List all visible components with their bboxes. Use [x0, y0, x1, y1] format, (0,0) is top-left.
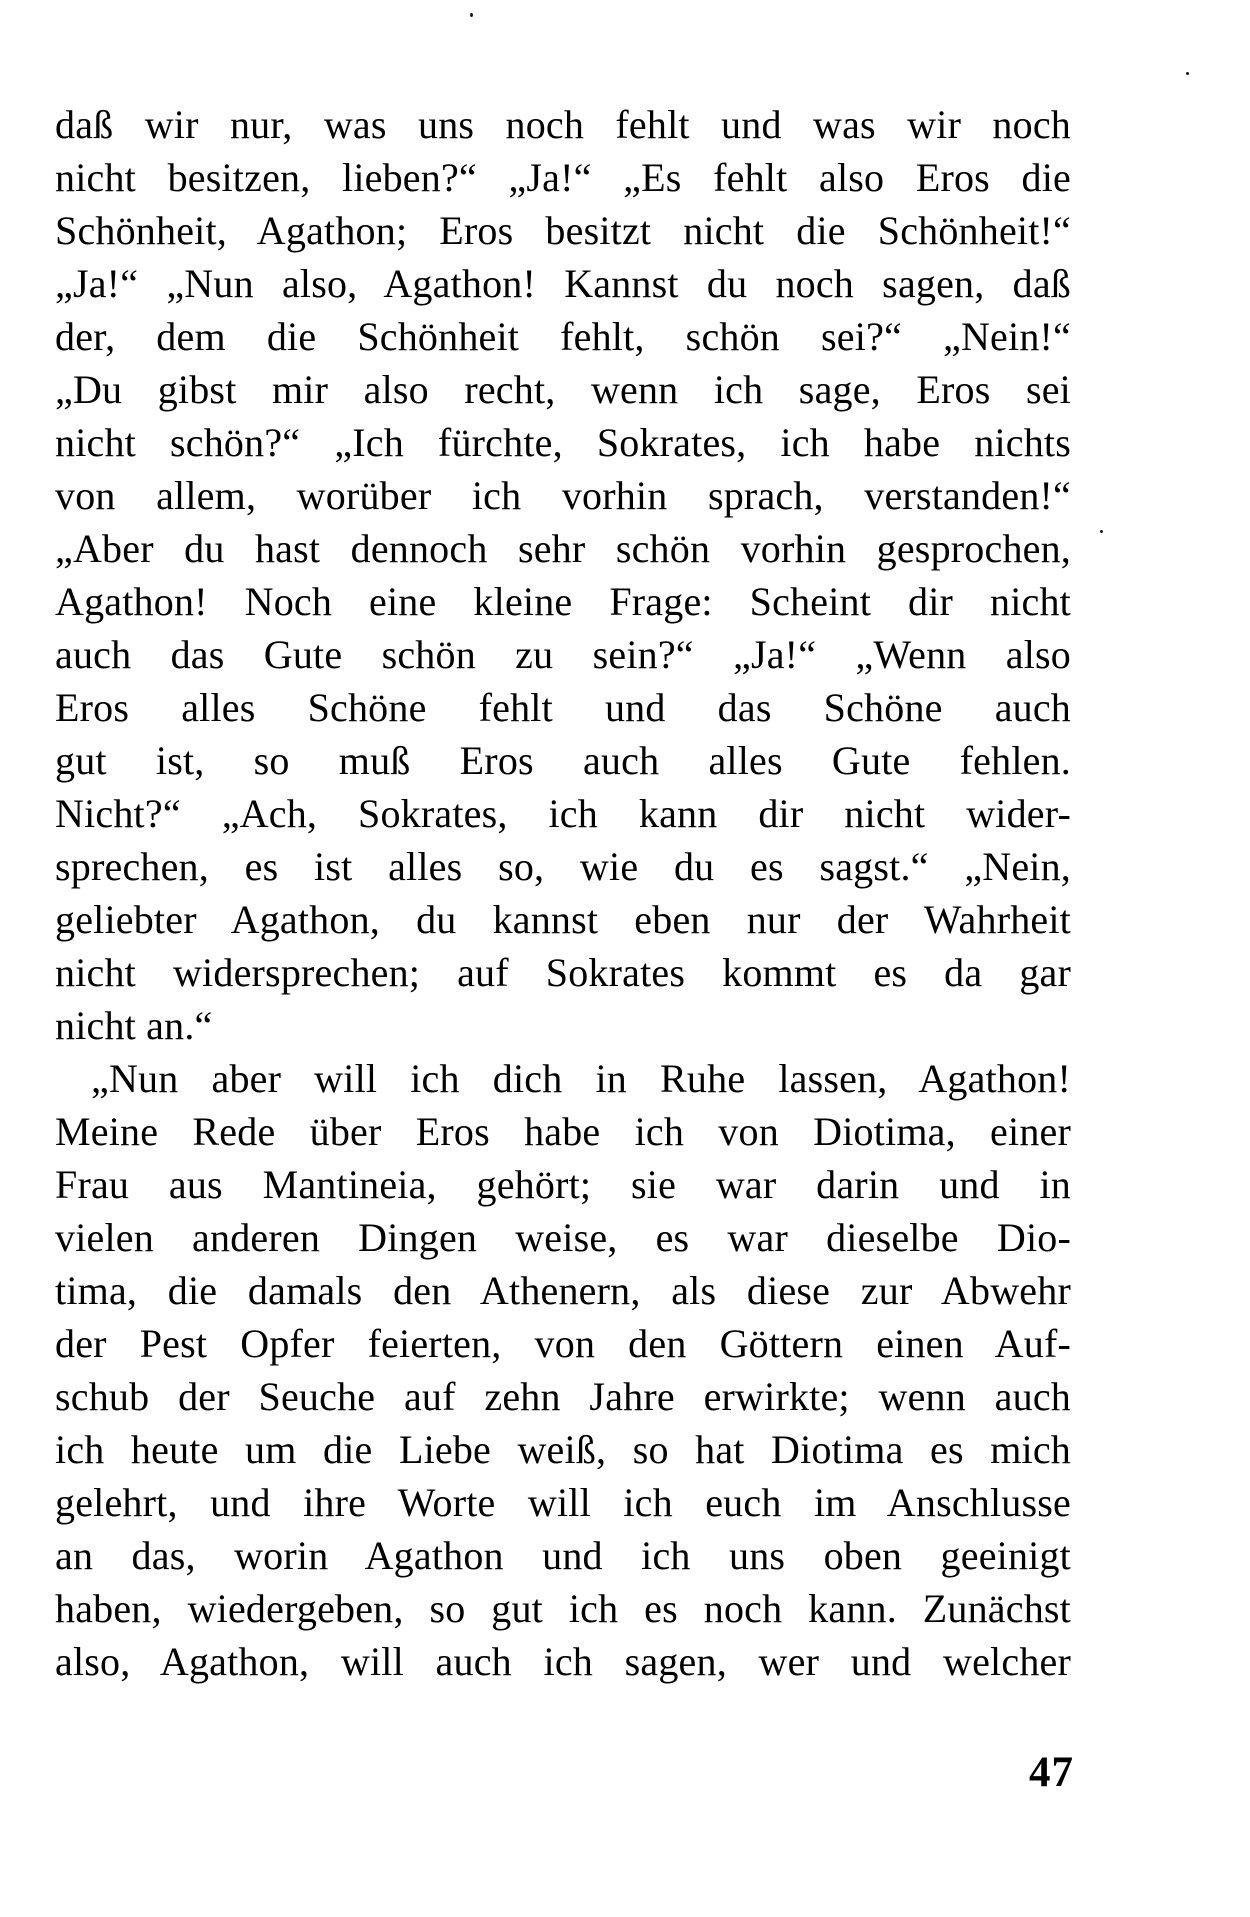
text-line: nicht widersprechen; auf Sokrates kommt es da gar: [55, 950, 1071, 995]
text-line: tima, die damals den Athenern, als diese zur Abwehr: [55, 1268, 1071, 1313]
text-line: an das, worin Agathon und ich uns oben geeinigt: [55, 1533, 1071, 1578]
text-line: gut ist, so muß Eros auch alles Gute fehlen.: [55, 738, 1071, 783]
text-line: Meine Rede über Eros habe ich von Diotima, einer: [55, 1109, 1071, 1154]
text-line: der, dem die Schönheit fehlt, schön sei?“ „Nein!“: [55, 314, 1071, 359]
text-line: nicht an.“: [55, 1003, 213, 1048]
text-line: „Ja!“ „Nun also, Agathon! Kannst du noch sagen, daß: [55, 261, 1071, 306]
text-line: „Aber du hast dennoch sehr schön vorhin gesprochen,: [55, 526, 1071, 571]
text-line: nicht schön?“ „Ich fürchte, Sokrates, ich habe nichts: [55, 420, 1071, 465]
text-line: „Du gibst mir also recht, wenn ich sage, Eros sei: [55, 367, 1071, 412]
text-line: der Pest Opfer feierten, von den Göttern einen Auf-: [55, 1321, 1071, 1366]
text-line: „Nun aber will ich dich in Ruhe lassen, Agathon!: [91, 1056, 1071, 1101]
text-line: Schönheit, Agathon; Eros besitzt nicht die Schönheit!“: [55, 208, 1071, 253]
text-line: Frau aus Mantineia, gehört; sie war darin und in: [55, 1162, 1071, 1207]
text-line: haben, wiedergeben, so gut ich es noch kann. Zunächst: [55, 1586, 1071, 1631]
scan-speck: [1100, 530, 1103, 533]
text-line: gelehrt, und ihre Worte will ich euch im Anschlusse: [55, 1480, 1071, 1525]
text-line: also, Agathon, will auch ich sagen, wer und welcher: [55, 1639, 1071, 1684]
page-number: 47: [1029, 1749, 1074, 1796]
text-line: ich heute um die Liebe weiß, so hat Diotima es mich: [55, 1427, 1071, 1472]
body-text: [55, 98, 1071, 1688]
text-line: sprechen, es ist alles so, wie du es sagst.“ „Nein,: [55, 844, 1071, 889]
text-line: Agathon! Noch eine kleine Frage: Scheint dir nicht: [55, 579, 1071, 624]
scan-speck: [470, 13, 473, 17]
text-line: daß wir nur, was uns noch fehlt und was wir noch: [55, 102, 1071, 147]
scan-speck: [1186, 72, 1189, 75]
text-line: von allem, worüber ich vorhin sprach, verstanden!“: [55, 473, 1071, 518]
text-line: nicht besitzen, lieben?“ „Ja!“ „Es fehlt also Eros die: [55, 155, 1071, 200]
text-line: Nicht?“ „Ach, Sokrates, ich kann dir nicht wider-: [55, 791, 1071, 836]
text-line: schub der Seuche auf zehn Jahre erwirkte; wenn auch: [55, 1374, 1071, 1419]
text-line: geliebter Agathon, du kannst eben nur der Wahrheit: [55, 897, 1071, 942]
text-line: Eros alles Schöne fehlt und das Schöne auch: [55, 685, 1071, 730]
text-line: vielen anderen Dingen weise, es war dieselbe Dio-: [55, 1215, 1071, 1260]
text-line: auch das Gute schön zu sein?“ „Ja!“ „Wenn also: [55, 632, 1071, 677]
